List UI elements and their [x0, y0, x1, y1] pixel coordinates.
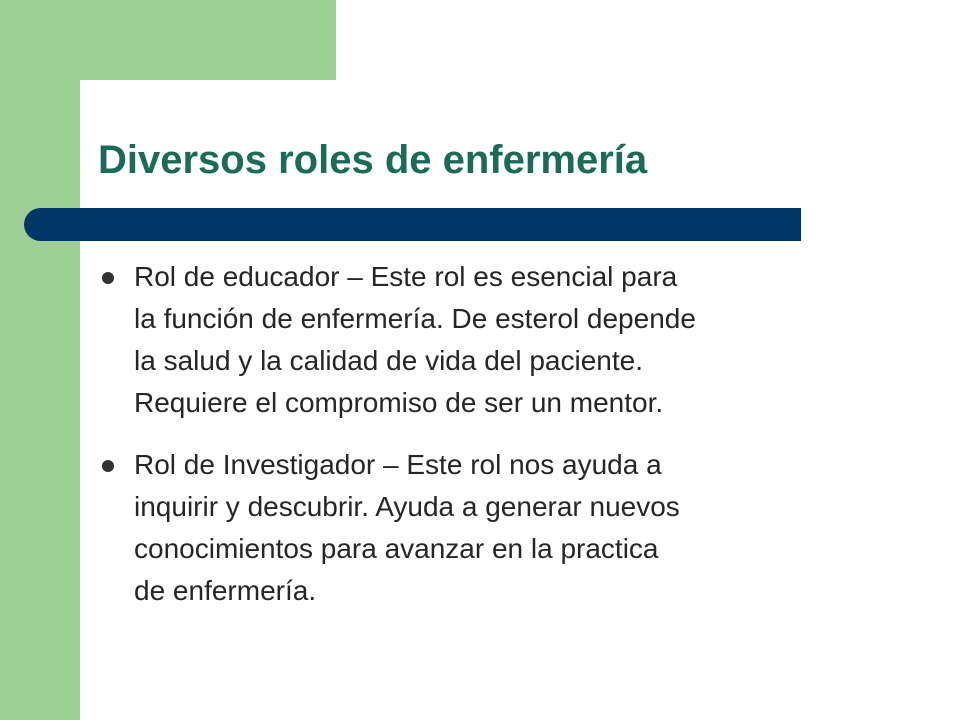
green-top-band	[0, 0, 336, 80]
title-underline-bar	[24, 208, 801, 241]
bullet-text-line: inquirir y descubrir. Ayuda a generar nuevos	[134, 491, 680, 522]
bullet-text-line: la función de enfermería. De esterol depende	[134, 303, 696, 334]
bullet-icon	[102, 272, 114, 284]
bullet-item-educador	[100, 256, 900, 424]
bullet-text-line: Rol de educador – Este rol es esencial para	[134, 261, 678, 292]
slide-title: Diversos roles de enfermería	[98, 138, 648, 182]
bullet-item-investigador	[100, 444, 900, 612]
bullet-icon	[102, 460, 114, 472]
bullet-text-line: conocimientos para avanzar en la practica	[134, 533, 659, 564]
bullet-text-line: la salud y la calidad de vida del paciente.	[134, 345, 644, 376]
bullet-list	[100, 256, 900, 632]
green-side-band	[0, 0, 80, 720]
bullet-text-line: Requiere el compromiso de ser un mentor.	[134, 387, 664, 418]
bullet-text-line: Rol de Investigador – Este rol nos ayuda a	[134, 449, 662, 480]
bullet-text-line: de enfermería.	[134, 575, 317, 606]
